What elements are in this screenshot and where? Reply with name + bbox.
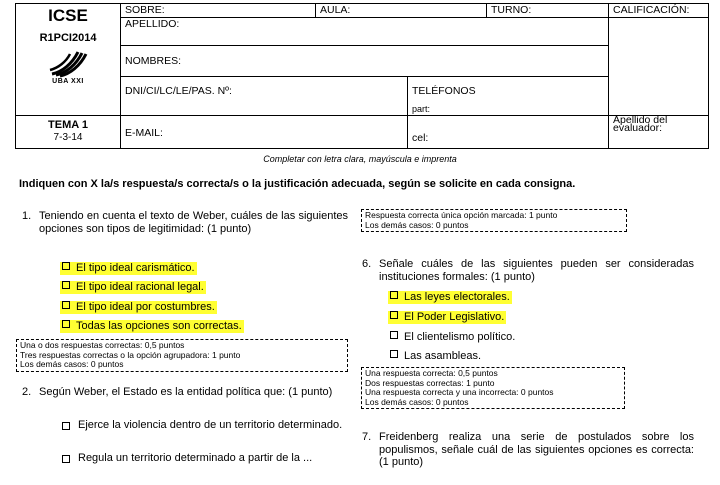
question-number: 1. <box>22 210 32 222</box>
aula-field[interactable]: AULA: <box>316 4 487 18</box>
checkbox-icon[interactable] <box>62 262 70 270</box>
question-7 <box>362 431 694 469</box>
calificacion-label: CALIFICACIÓN: <box>609 4 709 18</box>
q1-option-1[interactable]: El tipo ideal carismático. <box>60 262 197 275</box>
instructions-heading: Indiquen con X la/s respuesta/s correcta/s o la justificación adecuada, según se solicite en cada consigna. <box>19 178 576 190</box>
checkbox-icon[interactable] <box>390 331 398 339</box>
question-text: Teniendo en cuenta el texto de Weber, cuáles de las siguientes opciones son tipos de legitimidad: (1 punto) <box>39 210 348 235</box>
tema-cell <box>16 116 121 149</box>
q6-option-3[interactable]: El clientelismo político. <box>390 331 515 344</box>
checkbox-icon[interactable] <box>390 291 398 299</box>
q2-option-1[interactable]: Ejerce la violencia dentro de un territorio determinado. <box>62 419 345 432</box>
logo-cell <box>16 4 121 116</box>
exam-code: R1PCI2014 <box>39 32 97 44</box>
checkbox-icon[interactable] <box>62 301 70 309</box>
evaluador-field[interactable]: Apellido del evaluador: <box>609 116 709 149</box>
calificacion-box[interactable] <box>609 18 709 116</box>
checkbox-icon[interactable] <box>390 350 398 358</box>
q6-option-2[interactable]: El Poder Legislativo. <box>388 311 506 324</box>
tema-label: TEMA 1 <box>48 119 88 132</box>
telefonos-part-field[interactable] <box>408 77 609 116</box>
question-text: Señale cuáles de las siguientes pueden ser consideradas instituciones formales: (1 punto) <box>379 258 694 283</box>
question-6 <box>362 258 694 283</box>
q6-grading-criteria: Una respuesta correcta: 0,5 puntos Dos respuestas correctas: 1 punto Una respuesta correcta y una incorrecta: 0 puntos Los demás casos: 0 puntos <box>361 367 625 409</box>
checkbox-icon[interactable] <box>62 281 70 289</box>
question-1 <box>22 210 348 235</box>
q5-grading-criteria: Respuesta correcta única opción marcada: 1 punto Los demás casos: 0 puntos <box>361 209 627 232</box>
checkbox-icon[interactable] <box>62 455 70 463</box>
question-number: 6. <box>362 258 372 270</box>
q1-option-2[interactable]: El tipo ideal racional legal. <box>60 281 206 294</box>
checkbox-icon[interactable] <box>390 311 398 319</box>
checkbox-icon[interactable] <box>62 320 70 328</box>
question-number: 7. <box>362 431 372 443</box>
q1-option-3[interactable]: El tipo ideal por costumbres. <box>60 301 217 314</box>
exam-header-table <box>15 3 709 149</box>
apellido-field[interactable]: APELLIDO: <box>121 18 609 46</box>
institution-title: ICSE <box>48 6 88 25</box>
dni-field[interactable]: DNI/CI/LC/LE/PAS. Nº: <box>121 77 408 116</box>
logo-text: UBA XXI <box>52 78 84 85</box>
q1-option-4[interactable]: Todas las opciones son correctas. <box>60 320 244 333</box>
fill-instruction-note: Completar con letra clara, mayúscula e imprenta <box>263 154 457 164</box>
turno-field[interactable]: TURNO: <box>487 4 609 18</box>
telefonos-label: TELÉFONOS <box>412 85 476 97</box>
part-label: part: <box>412 104 431 114</box>
cel-field[interactable]: cel: <box>408 116 609 149</box>
sobre-field[interactable]: SOBRE: <box>121 4 316 18</box>
nombres-field[interactable]: NOMBRES: <box>121 46 609 77</box>
email-field[interactable]: E-MAIL: <box>121 116 408 149</box>
question-text: Freidenberg realiza una serie de postulados sobre los populismos, señale cuál de las siguientes opciones es correcta: (1 punto) <box>379 431 694 468</box>
question-text: Según Weber, el Estado es la entidad política que: (1 punto) <box>39 386 333 398</box>
q1-grading-criteria: Una o dos respuestas correctas: 0,5 puntos Tres respuestas correctas o la opción agrupadora: 1 punto Los demás casos: 0 puntos <box>16 339 348 372</box>
uba-logo-icon <box>48 48 88 78</box>
checkbox-icon[interactable] <box>62 422 70 430</box>
exam-date: 7-3-14 <box>53 132 83 144</box>
q2-option-2[interactable]: Regula un territorio determinado a partir de la ... <box>62 452 345 465</box>
question-number: 2. <box>22 386 32 398</box>
question-2 <box>22 386 348 399</box>
q6-option-1[interactable]: Las leyes electorales. <box>388 291 512 304</box>
q6-option-4[interactable]: Las asambleas. <box>390 350 481 363</box>
